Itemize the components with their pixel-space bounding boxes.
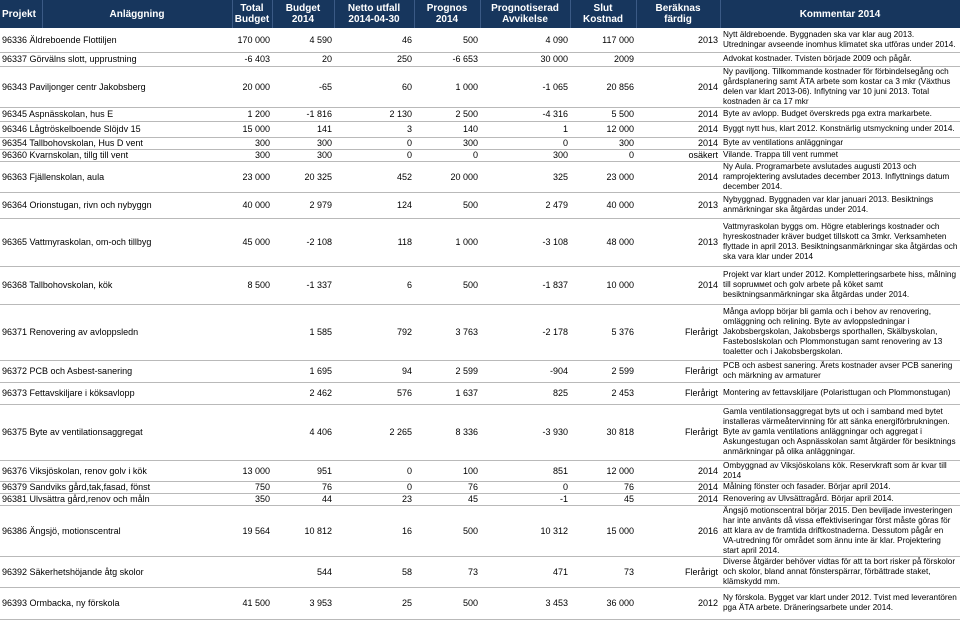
row-slut-kostnad: 300 <box>570 137 636 149</box>
row-total-budget <box>232 556 272 587</box>
row-prognos: 300 <box>414 137 480 149</box>
row-slut-kostnad: 0 <box>570 149 636 161</box>
row-comment: Nybyggnad. Byggnaden var klar januari 2013. Besiktnings anmärkningar ska åtgärdas under 2014. <box>720 192 960 218</box>
row-prognos: 1 000 <box>414 66 480 107</box>
row-comment: Ängsjö motionscentral börjar 2015. Den beviljade investeringen har inte använts då vissa effektiviseringar först måste göras för att klara av de framtida driftkostnaderna. Dessutom pågår en VA-utredning för området som ännu inte är klar. Projektering start april 2014. <box>720 505 960 556</box>
row-total-budget: 1 200 <box>232 107 272 121</box>
row-netto-utfall: 124 <box>334 192 414 218</box>
row-prognos: 500 <box>414 505 480 556</box>
table-row <box>0 587 960 619</box>
row-comment: Diverse åtgärder behöver vidtas för att ta bort risker på förskolor och skolor, bland annat fönsterspärrar, förbättrade staket, klämskydd mm. <box>720 556 960 587</box>
row-total-budget: 300 <box>232 149 272 161</box>
row-comment: Renovering av Ulvsättragård. Börjar april 2014. <box>720 493 960 505</box>
row-name: 96381 Ulvsättra gård,renov och måln <box>0 493 232 505</box>
row-total-budget: 45 000 <box>232 218 272 266</box>
row-slut-kostnad: 48 000 <box>570 218 636 266</box>
table-row <box>0 304 960 360</box>
row-comment: Vattmyraskolan byggs om. Högre etablerings kostnader och hyreskostnader kräver budget tillskott ca 3mkr. Verksamheten flyttade in april 2013. Besiktningsanmärkningar ska åtgärdas och ska vara klar under 2014 <box>720 218 960 266</box>
table-row <box>0 556 960 587</box>
row-prognos: 500 <box>414 192 480 218</box>
row-beraknas-fardig: 2014 <box>636 161 720 192</box>
row-total-budget: 41 500 <box>232 587 272 619</box>
row-comment: Gamla ventilationsaggregat byts ut och i samband med bytet installeras värmeåtervinning för att sänka energiförbrukningen. Byte av gamla ventilations anläggningar och aggregat i Askungestugan och Aspnässkolan samt åtgärder för besiktnings anmärkningar på olika anläggningar. <box>720 404 960 460</box>
row-netto-utfall: 250 <box>334 52 414 66</box>
row-prognos: 76 <box>414 481 480 493</box>
row-avvikelse: -1 <box>480 493 570 505</box>
row-slut-kostnad: 2 453 <box>570 382 636 404</box>
row-prognos: 0 <box>414 149 480 161</box>
row-comment: Ny Aula. Programarbete avslutades augusti 2013 och ramprojektering avslutades december 2013. Inflyttnings datum december 2014. <box>720 161 960 192</box>
row-beraknas-fardig: Flerårigt <box>636 556 720 587</box>
row-comment: Montering av fettavskiljare (Polaristtugan och Plommonstugan) <box>720 382 960 404</box>
row-netto-utfall: 2 265 <box>334 404 414 460</box>
row-total-budget: -6 403 <box>232 52 272 66</box>
table-body <box>0 28 960 619</box>
row-budget-2014: 951 <box>272 460 334 481</box>
row-avvikelse: -904 <box>480 360 570 382</box>
row-beraknas-fardig: 2014 <box>636 493 720 505</box>
row-avvikelse: 2 479 <box>480 192 570 218</box>
row-budget-2014: -1 337 <box>272 266 334 304</box>
row-netto-utfall: 0 <box>334 137 414 149</box>
row-beraknas-fardig: 2014 <box>636 66 720 107</box>
row-netto-utfall: 60 <box>334 66 414 107</box>
header-projekt: Projekt <box>0 0 42 28</box>
row-beraknas-fardig: 2012 <box>636 587 720 619</box>
row-netto-utfall: 94 <box>334 360 414 382</box>
row-comment: Advokat kostnader. Tvisten började 2009 och pågår. <box>720 52 960 66</box>
row-avvikelse: -3 930 <box>480 404 570 460</box>
row-prognos: 1 637 <box>414 382 480 404</box>
header-budget-2014: Budget 2014 <box>272 0 334 28</box>
row-prognos: 140 <box>414 121 480 137</box>
row-beraknas-fardig: 2013 <box>636 192 720 218</box>
row-budget-2014: 76 <box>272 481 334 493</box>
row-comment: Vilande. Trappa till vent rummet <box>720 149 960 161</box>
row-comment: Byte av avlopp. Budget överskreds pga extra markarbete. <box>720 107 960 121</box>
row-budget-2014: 20 <box>272 52 334 66</box>
row-beraknas-fardig: Flerårigt <box>636 360 720 382</box>
row-total-budget <box>232 382 272 404</box>
row-beraknas-fardig: 2016 <box>636 505 720 556</box>
table-row <box>0 493 960 505</box>
row-slut-kostnad: 20 856 <box>570 66 636 107</box>
row-name: 96392 Säkerhetshöjande åtg skolor <box>0 556 232 587</box>
row-budget-2014: 141 <box>272 121 334 137</box>
row-netto-utfall: 3 <box>334 121 414 137</box>
row-slut-kostnad: 40 000 <box>570 192 636 218</box>
row-total-budget: 20 000 <box>232 66 272 107</box>
row-prognos: -6 653 <box>414 52 480 66</box>
header-kommentar: Kommentar 2014 <box>720 0 960 28</box>
table-row <box>0 66 960 107</box>
table-row <box>0 382 960 404</box>
row-total-budget: 350 <box>232 493 272 505</box>
row-beraknas-fardig: 2014 <box>636 137 720 149</box>
row-netto-utfall: 25 <box>334 587 414 619</box>
row-name: 96371 Renovering av avloppsledn <box>0 304 232 360</box>
row-netto-utfall: 0 <box>334 149 414 161</box>
row-total-budget: 23 000 <box>232 161 272 192</box>
row-beraknas-fardig: 2013 <box>636 218 720 266</box>
row-avvikelse: 10 312 <box>480 505 570 556</box>
row-total-budget <box>232 404 272 460</box>
row-netto-utfall: 0 <box>334 460 414 481</box>
row-comment: Ny paviljong. Tillkommande kostnader för förbindelsegång och gårdsplanering samt ÄTA arbete som kostar ca 3 mkr (Växthus delen var klart 2013-06). Inflytning var 10 juni 2013. Total kostnaden är ca 17 mkr <box>720 66 960 107</box>
row-slut-kostnad: 117 000 <box>570 28 636 52</box>
row-beraknas-fardig: 2014 <box>636 107 720 121</box>
row-avvikelse: 0 <box>480 481 570 493</box>
row-comment: Nytt äldreboende. Byggnaden ska var klar aug 2013. Utredningar avseende inomhus klimatet ska utföras under 2014. <box>720 28 960 52</box>
row-prognos: 2 500 <box>414 107 480 121</box>
row-name: 96336 Äldreboende Flottiljen <box>0 28 232 52</box>
row-total-budget: 13 000 <box>232 460 272 481</box>
row-name: 96376 Viksjöskolan, renov golv i kök <box>0 460 232 481</box>
table-row <box>0 460 960 481</box>
table-row <box>0 107 960 121</box>
row-total-budget: 8 500 <box>232 266 272 304</box>
row-slut-kostnad: 5 376 <box>570 304 636 360</box>
table-row <box>0 121 960 137</box>
table-row <box>0 481 960 493</box>
row-avvikelse: 851 <box>480 460 570 481</box>
row-netto-utfall: 6 <box>334 266 414 304</box>
row-total-budget: 15 000 <box>232 121 272 137</box>
row-prognos: 500 <box>414 587 480 619</box>
row-name: 96354 Tallbohovskolan, Hus D vent <box>0 137 232 149</box>
row-comment: Ny förskola. Bygget var klart under 2012. Tvist med leverantören pga ÄTA arbete. Dräneringsarbete under 2014. <box>720 587 960 619</box>
row-name: 96372 PCB och Asbest-sanering <box>0 360 232 382</box>
row-slut-kostnad: 36 000 <box>570 587 636 619</box>
row-budget-2014: 20 325 <box>272 161 334 192</box>
row-avvikelse: -4 316 <box>480 107 570 121</box>
row-budget-2014: 1 585 <box>272 304 334 360</box>
row-slut-kostnad: 15 000 <box>570 505 636 556</box>
row-budget-2014: -65 <box>272 66 334 107</box>
row-total-budget <box>232 360 272 382</box>
row-netto-utfall: 452 <box>334 161 414 192</box>
table-row <box>0 192 960 218</box>
row-beraknas-fardig: Flerårigt <box>636 382 720 404</box>
row-netto-utfall: 46 <box>334 28 414 52</box>
row-total-budget: 300 <box>232 137 272 149</box>
row-total-budget: 19 564 <box>232 505 272 556</box>
row-beraknas-fardig <box>636 52 720 66</box>
row-prognos: 500 <box>414 28 480 52</box>
row-prognos: 73 <box>414 556 480 587</box>
row-comment: Projekt var klart under 2012. Kompletteringsarbete hiss, målning till sopruммet och golv arbete på köket samt besiktningsanmärkningar ska åtgärdas under 2014. <box>720 266 960 304</box>
table-row <box>0 218 960 266</box>
row-name: 96373 Fettavskiljare i köksavlopp <box>0 382 232 404</box>
row-avvikelse: 325 <box>480 161 570 192</box>
row-netto-utfall: 16 <box>334 505 414 556</box>
row-comment: Många avlopp börjar bli gamla och i behov av renovering, omläggning och relining. Byte av avloppsledningar i Jakobsbergskolan, Jakobsbergs sporthallen, Skälbyskolan, Fasteboslskolan och Plommonstugan samt renovering av 13 toaletter och i Jakobsbergskolan. <box>720 304 960 360</box>
row-prognos: 2 599 <box>414 360 480 382</box>
row-beraknas-fardig: 2014 <box>636 460 720 481</box>
row-prognos: 100 <box>414 460 480 481</box>
row-avvikelse: 0 <box>480 137 570 149</box>
row-slut-kostnad: 76 <box>570 481 636 493</box>
table-row <box>0 360 960 382</box>
row-avvikelse: 471 <box>480 556 570 587</box>
row-name: 96363 Fjällenskolan, aula <box>0 161 232 192</box>
row-prognos: 3 763 <box>414 304 480 360</box>
row-budget-2014: 544 <box>272 556 334 587</box>
row-slut-kostnad: 2009 <box>570 52 636 66</box>
row-budget-2014: 4 406 <box>272 404 334 460</box>
row-beraknas-fardig: 2014 <box>636 481 720 493</box>
table-row <box>0 28 960 52</box>
row-name: 96360 Kvarnskolan, tillg till vent <box>0 149 232 161</box>
row-avvikelse: -1 837 <box>480 266 570 304</box>
row-name: 96386 Ängsjö, motionscentral <box>0 505 232 556</box>
row-slut-kostnad: 30 818 <box>570 404 636 460</box>
row-comment: Målning fönster och fasader. Börjar april 2014. <box>720 481 960 493</box>
row-slut-kostnad: 12 000 <box>570 460 636 481</box>
row-name: 96364 Orionstugan, rivn och nybyggn <box>0 192 232 218</box>
row-total-budget <box>232 304 272 360</box>
row-slut-kostnad: 12 000 <box>570 121 636 137</box>
row-slut-kostnad: 45 <box>570 493 636 505</box>
table-row <box>0 149 960 161</box>
row-beraknas-fardig: 2013 <box>636 28 720 52</box>
row-budget-2014: 300 <box>272 149 334 161</box>
row-beraknas-fardig: Flerårigt <box>636 304 720 360</box>
row-total-budget: 750 <box>232 481 272 493</box>
table-row <box>0 404 960 460</box>
row-budget-2014: -1 816 <box>272 107 334 121</box>
row-prognos: 8 336 <box>414 404 480 460</box>
header-beraknas-fardig: Beräknas färdig <box>636 0 720 28</box>
row-budget-2014: 4 590 <box>272 28 334 52</box>
row-name: 96375 Byte av ventilationsaggregat <box>0 404 232 460</box>
header-prognos: Prognos 2014 <box>414 0 480 28</box>
row-netto-utfall: 118 <box>334 218 414 266</box>
row-name: 96343 Paviljonger centr Jakobsberg <box>0 66 232 107</box>
row-avvikelse: 30 000 <box>480 52 570 66</box>
row-slut-kostnad: 5 500 <box>570 107 636 121</box>
table-row <box>0 505 960 556</box>
row-netto-utfall: 576 <box>334 382 414 404</box>
row-name: 96379 Sandviks gård,tak,fasad, fönst <box>0 481 232 493</box>
row-netto-utfall: 2 130 <box>334 107 414 121</box>
row-budget-2014: 10 812 <box>272 505 334 556</box>
row-slut-kostnad: 2 599 <box>570 360 636 382</box>
row-avvikelse: -1 065 <box>480 66 570 107</box>
row-avvikelse: 4 090 <box>480 28 570 52</box>
row-beraknas-fardig: Flerårigt <box>636 404 720 460</box>
row-beraknas-fardig: osäkert <box>636 149 720 161</box>
row-prognos: 20 000 <box>414 161 480 192</box>
header-total-budget: Total Budget <box>232 0 272 28</box>
row-name: 96346 Lågtröskelboende Slöjdv 15 <box>0 121 232 137</box>
header-prognotiserad-avvikelse: Prognotiserad Avvikelse <box>480 0 570 28</box>
row-avvikelse: 3 453 <box>480 587 570 619</box>
row-budget-2014: -2 108 <box>272 218 334 266</box>
table-row <box>0 137 960 149</box>
row-avvikelse: 1 <box>480 121 570 137</box>
header-row <box>0 0 960 28</box>
row-name: 96368 Tallbohovskolan, kök <box>0 266 232 304</box>
row-name: 96393 Ormbacka, ny förskola <box>0 587 232 619</box>
row-slut-kostnad: 23 000 <box>570 161 636 192</box>
row-budget-2014: 3 953 <box>272 587 334 619</box>
header-netto-utfall: Netto utfall 2014-04-30 <box>334 0 414 28</box>
row-comment: PCB och asbest sanering. Årets kostnader avser PCB sanering och märkning av armaturer <box>720 360 960 382</box>
row-netto-utfall: 23 <box>334 493 414 505</box>
row-beraknas-fardig: 2014 <box>636 266 720 304</box>
row-name: 96365 Vattmyraskolan, om-och tillbyg <box>0 218 232 266</box>
row-total-budget: 40 000 <box>232 192 272 218</box>
row-netto-utfall: 58 <box>334 556 414 587</box>
row-prognos: 500 <box>414 266 480 304</box>
row-avvikelse: -3 108 <box>480 218 570 266</box>
row-budget-2014: 300 <box>272 137 334 149</box>
row-netto-utfall: 792 <box>334 304 414 360</box>
row-name: 96337 Görvälns slott, upprustning <box>0 52 232 66</box>
header-slut-kostnad: Slut Kostnad <box>570 0 636 28</box>
row-netto-utfall: 0 <box>334 481 414 493</box>
row-budget-2014: 2 979 <box>272 192 334 218</box>
header-anlaggning: Anläggning <box>42 0 232 28</box>
row-total-budget: 170 000 <box>232 28 272 52</box>
row-prognos: 1 000 <box>414 218 480 266</box>
table-row <box>0 266 960 304</box>
row-comment: Byggt nytt hus, klart 2012. Konstnärlig utsmyckning under 2014. <box>720 121 960 137</box>
row-slut-kostnad: 10 000 <box>570 266 636 304</box>
row-comment: Byte av ventilations anläggningar <box>720 137 960 149</box>
table-row <box>0 52 960 66</box>
row-avvikelse: 300 <box>480 149 570 161</box>
row-beraknas-fardig: 2014 <box>636 121 720 137</box>
row-avvikelse: 825 <box>480 382 570 404</box>
row-avvikelse: -2 178 <box>480 304 570 360</box>
row-budget-2014: 2 462 <box>272 382 334 404</box>
table-row <box>0 161 960 192</box>
row-name: 96345 Aspnässkolan, hus E <box>0 107 232 121</box>
row-budget-2014: 44 <box>272 493 334 505</box>
row-prognos: 45 <box>414 493 480 505</box>
row-comment: Ombyggnad av Viksjöskolans kök. Reservkraft som är kvar till 2014 <box>720 460 960 481</box>
row-slut-kostnad: 73 <box>570 556 636 587</box>
row-budget-2014: 1 695 <box>272 360 334 382</box>
